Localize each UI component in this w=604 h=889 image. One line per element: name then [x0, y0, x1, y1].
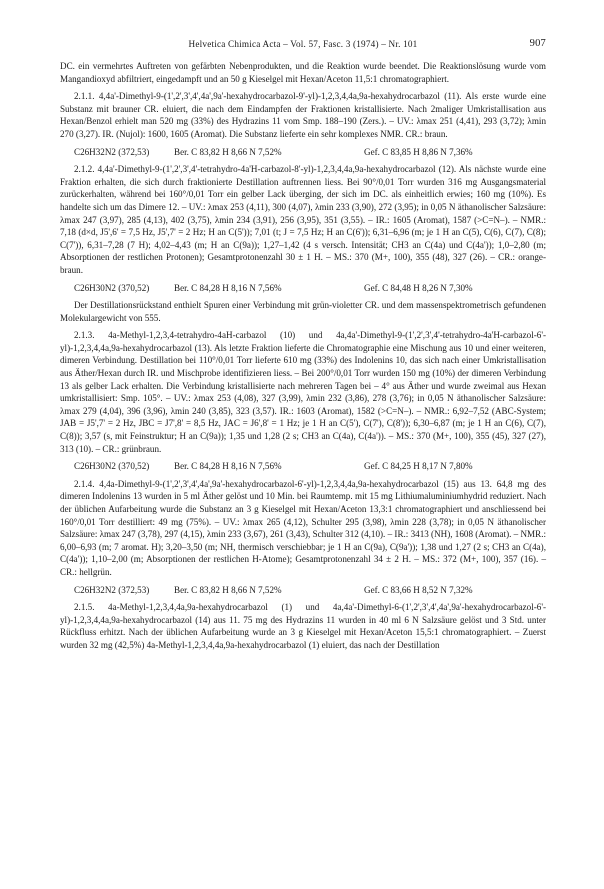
calculated-values: Ber. C 84,28 H 8,16 N 7,56%: [174, 461, 282, 472]
paragraph: Der Destillationsrückstand enthielt Spuren einer Verbindung mit grün-violetter CR. und dem massenspektrometrisch gefundenen Molekulargewicht von 555.: [60, 300, 546, 323]
found-values: Gef. C 84,25 H 8,17 N 7,80%: [364, 461, 473, 472]
article-body: [60, 60, 546, 657]
elemental-analysis: [60, 584, 546, 597]
journal-title: Helvetica Chimica Acta – Vol. 57, Fasc. 3 (1974) – Nr. 101: [188, 39, 418, 49]
found-values: Gef. C 83,66 H 8,52 N 7,32%: [364, 584, 473, 595]
calculated-values: Ber. C 83,82 H 8,66 N 7,52%: [174, 146, 282, 157]
molecular-formula: C26H32N2 (372,53): [74, 584, 150, 595]
running-header: [60, 38, 546, 52]
elemental-analysis: [60, 460, 546, 473]
paragraph: DC. ein vermehrtes Auftreten von gefärbten Nebenprodukten, und die Reaktion wurde beendet. Die Reaktionslösung wurde vom Mangandioxyd abfiltriert, eingedampft und an 50 g Kieselgel mit Hexan/Aceton 11,5:1 chromatographiert.: [60, 61, 546, 84]
section-2-1-5: 2.1.5. 4a-Methyl-1,2,3,4,4a,9a-hexahydrocarbazol (1) und 4a,4a'-Dimethyl-6-(1',2',3',4',4a',9a'-hexahydrocarbazol-6'-yl)-1,2,3,4,4a,9a-hexahydrocarbazol (14) aus 11. 75 mg des Hydrazins 11 wurden in 40 ml 6 N Salzsäure gelöst und 3 Std. unter Rückfluss erhitzt. Nach der üblichen Aufarbeitung wurde an 3 g Kieselgel mit Hexan/Aceton 15,5:1 chromatographiert. – Zuerst wurden 32 mg (42,5%) 4a-Methyl-1,2,3,4,4a,9a-hexahydrocarbazol (1) eluiert, das nach der Destillation: [60, 602, 546, 650]
molecular-formula: C26H30N2 (370,52): [74, 461, 150, 472]
found-values: Gef. C 84,48 H 8,26 N 7,30%: [364, 282, 473, 293]
section-2-1-1: 2.1.1. 4,4a'-Dimethyl-9-(1',2',3',4',4a',9a'-hexahydrocarbazol-9'-yl)-1,2,3,4,4a,9a-hexahydrocarbazol (11). Als erste wurde eine Substanz mit brauner CR. eluiert, die nach dem Eindampfen der Fraktionen kristallisierte. Nach 2maliger Umkristallisation aus Hexan/Benzol erhielt man 520 mg (33%) des Hydrazins 11 vom Smp. 188–190 (Zers.). – UV.: λmax 251 (4,41), 293 (3,72); λmin 270 (3,27). IR. (Nujol): 1600, 1605 (Aromat). Die Substanz lieferte ein sehr komplexes NMR. CR.: braun.: [60, 91, 546, 139]
elemental-analysis: [60, 146, 546, 159]
calculated-values: Ber. C 84,28 H 8,16 N 7,56%: [174, 282, 282, 293]
molecular-formula: C26H32N2 (372,53): [74, 146, 150, 157]
found-values: Gef. C 83,85 H 8,86 N 7,36%: [364, 146, 473, 157]
section-2-1-2: 2.1.2. 4,4a'-Dimethyl-9-(1',2',3',4'-tetrahydro-4a'H-carbazol-8'-yl)-1,2,3,4,4a,9a-hexahydrocarbazol (12). Als nächste wurde eine Fraktion erhalten, die sich durch fraktionierte Destillation auftrennen liess. Bei 90°/0,01 Torr wurden 316 mg Ausgangsmaterial zurückerhalten, während bei 160°/0,01 Torr ein gelber Lack überging, der sich im DC. als einheitlich erwies; 160 mg (10%). Es handelte sich um das Dimere 12. – UV.: λmax 253 (4,11), 300 (4,07), λmin 233 (3,90), 272 (3,95); in 0,05 N äthanolischer Salzsäure: λmax 247 (3,97), 285 (4,13), 402 (3,75), λmin 234 (3,91), 256 (3,95), 351 (3,55). – IR.: 1605 (Aromat), 1587 (>C=N–). – NMR.: 7,18 (d×d, J5',6' = 7,5 Hz, J5',7' = 2 Hz; H an C(5')); 7,01 (t; J = 7,5 Hz; H an C(6')); 6,31–6,96 (m; je 1 H an C(5), C(6), C(7), C(8); C(7')), 6,31–7,28 (7 H); 4,02–4,43 (m; H an C(9a)); 1,27–1,42 (4 s versch. Intensität; CH3 an C(4a) und C(4a')); 1,0–2,80 (m; Absorptionen der restlichen Protonen); Gesamtprotonenzahl 30 ± 1 H. – MS.: 370 (M+, 100), 355 (48), 327 (26). – CR.: orange-braun.: [60, 164, 546, 275]
elemental-analysis: [60, 282, 546, 295]
calculated-values: Ber. C 83,82 H 8,66 N 7,52%: [174, 584, 282, 595]
section-2-1-3: 2.1.3. 4a-Methyl-1,2,3,4-tetrahydro-4aH-carbazol (10) und 4a,4a'-Dimethyl-9-(1',2',3',4'-tetrahydro-4a'H-carbazol-6'-yl)-1,2,3,4,4a,9a-hexahydrocarbazol (13). Als letzte Fraktion lieferte die Chromatographie eine Mischung aus 10 und einer weiteren, dimeren Verbindung. Destillation bei 110°/0,01 Torr lieferte 610 mg (33%) des Indolenins 10, das sich nach einer Umkristallisation aus Äther/Hexan durch IR. und Mischprobe identifizieren liess. – Bei 200°/0,01 Torr wurden 150 mg (10%) der dimeren Verbindung 13 als gelber Lack erhalten. Die Verbindung kristallisierte nach mehreren Tagen bei – 4° aus Äther und wurde zweimal aus Hexan umkristallisiert: Smp. 105°. – UV.: λmax 253 (4,08), 327 (3,99), λmin 232 (3,86), 278 (3,76); in 0,05 N äthanolischer Salzsäure: λmax 279 (4,04), 396 (3,96), λmin 240 (3,85), 323 (3,57). IR.: 1603 (Aromat), 1582 (>C=N–). – NMR.: 6,92–7,52 (ABC-System; JAB = J5',7' = 2 Hz, JBC = J7',8' = 8,5 Hz, JAC = J6',8' = 1 Hz; je 1 H an C(5'), C(7'), C(8')); 6,30–6,87 (m; je 1 H an C(6), C(7), C(8)); 3,57 (s, mit Feinstruktur; H an C(9a)); 1,35 und 1,28 (2 s; CH3 an C(4a), C(4a')). – MS.: 370 (M+, 100), 355 (45), 327 (27), 313 (10). – CR.: grünbraun.: [60, 330, 546, 454]
page-number: 907: [529, 38, 546, 49]
section-2-1-4: 2.1.4. 4,4a-Dimethyl-9-(1',2',3',4',4a',9a'-hexahydrocarbazol-6'-yl)-1,2,3,4,4a,9a-hexahydrocarbazol (15) aus 13. 64,8 mg des dimeren Indolenins 13 wurden in 5 ml Äther gelöst und 10 Min. bei Raumtemp. mit 15 mg Lithiumaluminiumhydrid reduziert. Nach der üblichen Aufarbeitung wurde die Substanz an 3 g Kieselgel mit Hexan/Aceton 13,3:1 chromatographiert und anschliessend bei 160°/0,01 Torr destilliert: 49 mg (75%). – UV.: λmax 265 (4,12), Schulter 295 (3,98), λmin 228 (3,78); in 0,05 N äthanolischer Salzsäure: λmax 247 (3,78), 297 (4,15), λmin 233 (3,67), 261 (3,43), Schulter 312 (4,10). – IR.: 3413 (NH), 1608 (Aromat). – NMR.: 6,00–6,93 (m; 7 aromat. H); 3,20–3,50 (m; NH, thermisch verschiebbar; je 1 H an C(9a), C(9a')); 1,38 und 1,27 (2 s; CH3 an C(4a), C(4a')); 1,10–2,00 (m; Absorptionen der restlichen H-Atome); Gesamtprotonenzahl 34 ± 2 H. – MS.: 372 (M+, 100), 357 (16). – CR.: hellgrün.: [60, 478, 546, 577]
molecular-formula: C26H30N2 (370,52): [74, 282, 150, 293]
